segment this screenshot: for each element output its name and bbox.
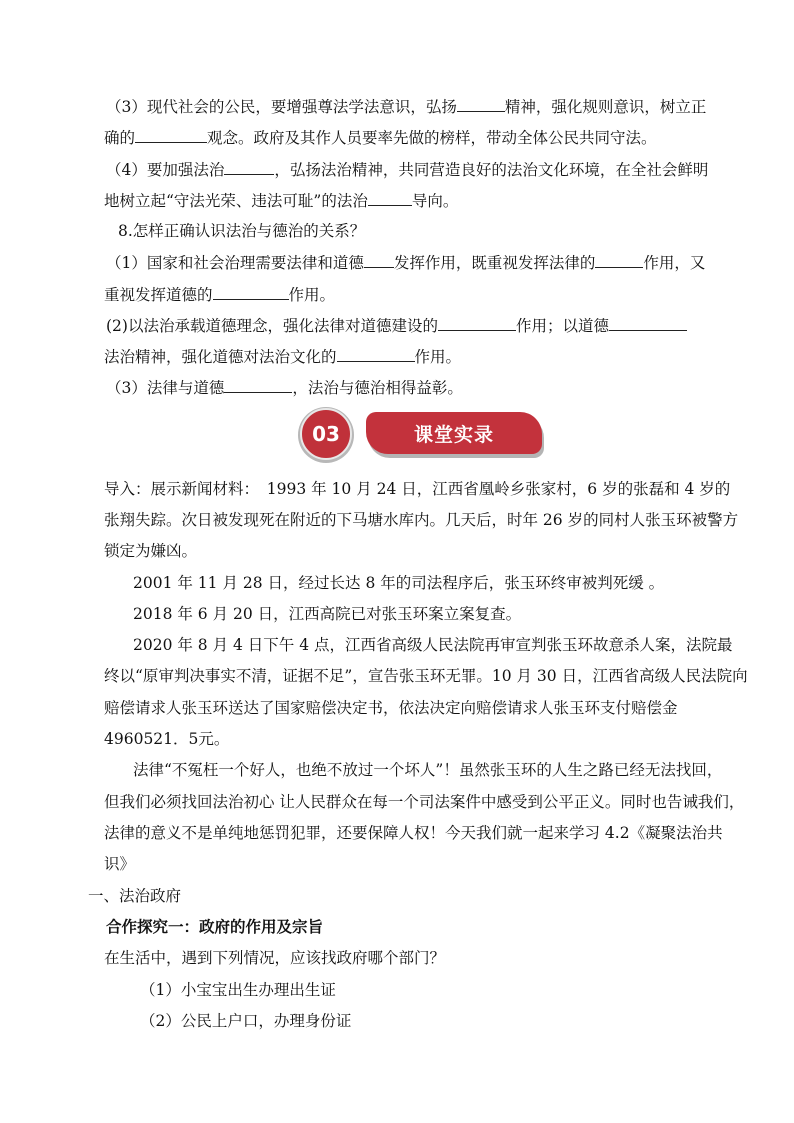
- p3-line2: [104, 126, 657, 149]
- fill-blank[interactable]: [595, 251, 643, 268]
- p3-line1: [106, 95, 706, 118]
- list-item: （1）小宝宝出生办理出生证: [140, 981, 336, 999]
- list-item: （2）公民上户口，办理身份证: [140, 1012, 352, 1030]
- p4-text-3: 地树立起“守法光荣、违法可耻”的法治: [104, 192, 368, 210]
- fill-blank[interactable]: [337, 345, 415, 362]
- intro-line: 2020 年 8 月 4 日下午 4 点，江西省高级人民法院再审宣判张玉环故意杀人案，法院最: [133, 636, 733, 654]
- intro-line: 法律“不冤枉一个好人，也绝不放过一个坏人”！虽然张玉环的人生之路已经无法找回，: [133, 761, 723, 779]
- q8-1-text-3: 作用，又: [643, 254, 706, 272]
- question-8: [118, 220, 365, 242]
- fill-blank[interactable]: [457, 95, 505, 112]
- intro-line: 法律的意义不是单纯地惩罚犯罪，还要保障人权！今天我们就一起来学习 4.2《凝聚法治共: [104, 824, 723, 842]
- q8-1-text-2: 发挥作用，既重视发挥法律的: [393, 254, 596, 272]
- q8-1-line1: [106, 251, 705, 274]
- fill-blank[interactable]: [364, 251, 394, 268]
- p4-text-2: ，弘扬法治精神，共同营造良好的法治文化环境，在全社会鲜明: [274, 161, 709, 179]
- intro-line: 识》: [104, 855, 136, 873]
- q8-2-text-2: 作用；以道德: [515, 317, 609, 335]
- fill-blank[interactable]: [368, 189, 412, 206]
- p3-text-3: 确的: [104, 129, 136, 147]
- q8-3-text-1: （3）法律与道德: [106, 379, 225, 397]
- q8-1-line2: [104, 283, 335, 306]
- fill-blank[interactable]: [609, 314, 687, 331]
- q8-1-text-5: 作用。: [288, 286, 336, 304]
- section-number-badge: 03: [300, 408, 352, 460]
- intro-line: 终以“原审判决事实不清，证据不足”，宣告张玉环无罪。10 月 30 日，江西省高级人民法院向: [104, 667, 748, 685]
- q8-3-text-2: ，法治与德治相得益彰。: [292, 379, 463, 397]
- q8-3-line: [106, 376, 463, 399]
- q8-2-text-1: (2)以法治承载道德理念，强化法律对道德建设的: [106, 317, 438, 335]
- q8-2-line2: [104, 345, 461, 368]
- p3-text-4: 观念。政府及其作人员要率先做的榜样，带动全体公民共同守法。: [207, 129, 657, 147]
- fill-blank[interactable]: [224, 376, 292, 393]
- p4-text-1: （4）要加强法治: [106, 161, 225, 179]
- intro-line: 锁定为嫌凶。: [104, 542, 198, 560]
- intro-line: 4960521．5元。: [104, 730, 230, 748]
- intro-line: 2001 年 11 月 28 日，经过长达 8 年的司法程序后，张玉环终审被判死缓 。: [133, 574, 665, 592]
- q8-1-text-4: 重视发挥道德的: [104, 286, 213, 304]
- p4-line2: [104, 189, 458, 212]
- intro-line: 导入：展示新闻材料： 1993 年 10 月 24 日，江西省凰岭乡张家村，6 岁的张磊和 4 岁的: [104, 480, 731, 498]
- p4-line1: [106, 158, 708, 181]
- q8-2-text-4: 作用。: [414, 348, 462, 366]
- p4-text-4: 导向。: [411, 192, 459, 210]
- intro-line: 张翔失踪。次日被发现死在附近的下马塘水库内。几天后，时年 26 岁的同村人张玉环被警方: [104, 511, 739, 529]
- question-8-text: 8.怎样正确认识法治与德治的关系？: [118, 222, 366, 240]
- inquiry-title: 合作探究一：政府的作用及宗旨: [106, 918, 324, 936]
- q8-2-text-3: 法治精神，强化道德对法治文化的: [104, 348, 337, 366]
- q8-1-text-1: （1）国家和社会治理需要法律和道德: [106, 254, 364, 272]
- fill-blank[interactable]: [135, 126, 207, 143]
- section-title-bar: 课堂实录: [366, 412, 542, 454]
- section-heading: 一、法治政府: [88, 887, 182, 905]
- q8-2-line1: [106, 314, 687, 337]
- intro-line: 2018 年 6 月 20 日，江西高院已对张玉环案立案复查。: [133, 605, 522, 623]
- fill-blank[interactable]: [224, 158, 274, 175]
- intro-line: 但我们必须找回法治初心 让人民群众在每一个司法案件中感受到公平正义。同时也告诫我们，: [104, 793, 745, 811]
- intro-line: 赔偿请求人张玉环送达了国家赔偿决定书，依法决定向赔偿请求人张玉环支付赔偿金: [104, 699, 678, 717]
- fill-blank[interactable]: [213, 283, 289, 300]
- fill-blank[interactable]: [438, 314, 516, 331]
- inquiry-question: 在生活中，遇到下列情况，应该找政府哪个部门？: [104, 949, 446, 967]
- section-banner: [298, 407, 548, 463]
- p3-text-1: （3）现代社会的公民，要增强尊法学法意识，弘扬: [106, 98, 457, 116]
- p3-text-2: 精神，强化规则意识，树立正: [504, 98, 707, 116]
